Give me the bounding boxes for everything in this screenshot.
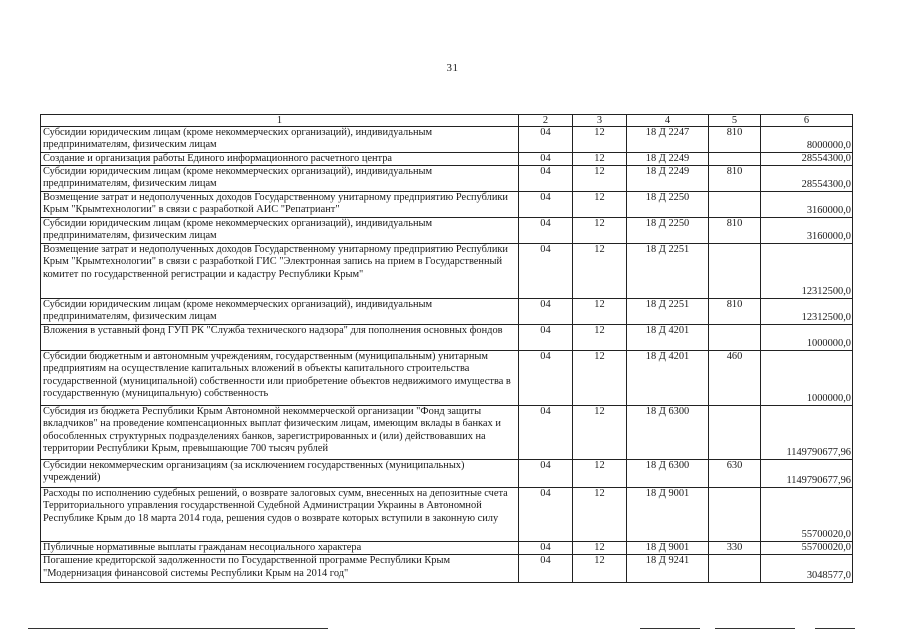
row-section: 04 xyxy=(519,153,573,166)
row-amount: 1000000,0 xyxy=(761,351,853,406)
row-expense-type xyxy=(709,244,761,299)
row-subsection: 12 xyxy=(573,218,627,244)
row-target-item: 18 Д 2251 xyxy=(627,244,709,299)
row-target-item: 18 Д 9001 xyxy=(627,542,709,555)
table-row xyxy=(41,218,853,244)
row-section: 04 xyxy=(519,460,573,488)
table-row xyxy=(41,406,853,460)
row-amount: 28554300,0 xyxy=(761,166,853,192)
row-amount: 3160000,0 xyxy=(761,192,853,218)
row-expense-type xyxy=(709,488,761,542)
column-header-2: 2 xyxy=(519,115,573,127)
table-row xyxy=(41,244,853,299)
row-section: 04 xyxy=(519,325,573,351)
row-description: Возмещение затрат и недополученных доходов Государственному унитарному предприятию Республики Крым "Крымтехнологии" в связи с разработкой ГИС "Электронная запись на прием в Государственный комитет по государственной регистрации и кадастру Республики Крым" xyxy=(41,244,519,299)
row-target-item: 18 Д 9241 xyxy=(627,555,709,583)
row-section: 04 xyxy=(519,244,573,299)
footer-rule xyxy=(715,628,795,629)
row-target-item: 18 Д 2247 xyxy=(627,127,709,153)
row-subsection: 12 xyxy=(573,325,627,351)
table-row xyxy=(41,153,853,166)
row-amount: 55700020,0 xyxy=(761,488,853,542)
row-description: Возмещение затрат и недополученных доходов Государственному унитарному предприятию Республики Крым "Крымтехнологии" в связи с разработкой АИС "Репатриант" xyxy=(41,192,519,218)
row-section: 04 xyxy=(519,166,573,192)
row-expense-type: 630 xyxy=(709,460,761,488)
row-expense-type xyxy=(709,192,761,218)
table-row xyxy=(41,488,853,542)
row-amount: 1149790677,96 xyxy=(761,460,853,488)
row-subsection: 12 xyxy=(573,244,627,299)
table-header-row xyxy=(41,115,853,127)
row-description: Субсидии бюджетным и автономным учреждениям, государственным (муниципальным) унитарным предприятиям на осуществление капитальных вложений в объекты капитального строительства государственной (муниципальной) собственности или приобретение объектов недвижимого имущества в государственную (муниципальную) собственность xyxy=(41,351,519,406)
row-target-item: 18 Д 4201 xyxy=(627,325,709,351)
row-description: Вложения в уставный фонд ГУП РК "Служба технического надзора" для пополнения основных фондов xyxy=(41,325,519,351)
column-header-6: 6 xyxy=(761,115,853,127)
row-expense-type xyxy=(709,555,761,583)
row-section: 04 xyxy=(519,406,573,460)
row-section: 04 xyxy=(519,351,573,406)
row-expense-type: 460 xyxy=(709,351,761,406)
row-target-item: 18 Д 6300 xyxy=(627,406,709,460)
row-section: 04 xyxy=(519,192,573,218)
row-target-item: 18 Д 2249 xyxy=(627,166,709,192)
row-subsection: 12 xyxy=(573,488,627,542)
row-section: 04 xyxy=(519,218,573,244)
row-target-item: 18 Д 4201 xyxy=(627,351,709,406)
row-expense-type: 810 xyxy=(709,127,761,153)
row-section: 04 xyxy=(519,127,573,153)
row-amount: 3160000,0 xyxy=(761,218,853,244)
table-body xyxy=(41,127,853,583)
row-expense-type: 810 xyxy=(709,218,761,244)
row-description: Субсидии юридическим лицам (кроме некоммерческих организаций), индивидуальным предпринимателям, физическим лицам xyxy=(41,166,519,192)
row-subsection: 12 xyxy=(573,555,627,583)
row-description: Субсидии юридическим лицам (кроме некоммерческих организаций), индивидуальным предпринимателям, физическим лицам xyxy=(41,299,519,325)
row-expense-type: 810 xyxy=(709,299,761,325)
row-description: Субсидии юридическим лицам (кроме некоммерческих организаций), индивидуальным предпринимателям, физическим лицам xyxy=(41,127,519,153)
row-section: 04 xyxy=(519,488,573,542)
row-subsection: 12 xyxy=(573,460,627,488)
row-section: 04 xyxy=(519,542,573,555)
table-row xyxy=(41,127,853,153)
row-subsection: 12 xyxy=(573,351,627,406)
footer-rule xyxy=(815,628,855,629)
row-description: Субсидии некоммерческим организациям (за исключением государственных (муниципальных) учреждений) xyxy=(41,460,519,488)
row-subsection: 12 xyxy=(573,299,627,325)
row-amount: 1149790677,96 xyxy=(761,406,853,460)
table-row xyxy=(41,166,853,192)
table-row xyxy=(41,542,853,555)
column-header-5: 5 xyxy=(709,115,761,127)
row-subsection: 12 xyxy=(573,406,627,460)
row-amount: 3048577,0 xyxy=(761,555,853,583)
row-expense-type xyxy=(709,325,761,351)
row-description: Создание и организация работы Единого информационного расчетного центра xyxy=(41,153,519,166)
table-row xyxy=(41,192,853,218)
row-amount: 8000000,0 xyxy=(761,127,853,153)
row-description: Субсидии юридическим лицам (кроме некоммерческих организаций), индивидуальным предпринимателям, физическим лицам xyxy=(41,218,519,244)
row-target-item: 18 Д 6300 xyxy=(627,460,709,488)
row-expense-type: 810 xyxy=(709,166,761,192)
table-row xyxy=(41,555,853,583)
table-row xyxy=(41,299,853,325)
row-description: Погашение кредиторской задолженности по Государственной программе Республики Крым "Модернизация финансовой системы Республики Крым на 2014 год" xyxy=(41,555,519,583)
row-amount: 1000000,0 xyxy=(761,325,853,351)
row-subsection: 12 xyxy=(573,127,627,153)
budget-table xyxy=(40,114,853,583)
row-expense-type xyxy=(709,153,761,166)
footer-rule xyxy=(640,628,700,629)
page-number: 31 xyxy=(446,62,459,74)
row-amount: 28554300,0 xyxy=(761,153,853,166)
row-subsection: 12 xyxy=(573,192,627,218)
row-amount: 12312500,0 xyxy=(761,299,853,325)
row-subsection: 12 xyxy=(573,542,627,555)
column-header-3: 3 xyxy=(573,115,627,127)
row-target-item: 18 Д 2251 xyxy=(627,299,709,325)
row-target-item: 18 Д 9001 xyxy=(627,488,709,542)
table-row xyxy=(41,351,853,406)
column-header-1: 1 xyxy=(41,115,519,127)
row-amount: 55700020,0 xyxy=(761,542,853,555)
table-row xyxy=(41,460,853,488)
row-subsection: 12 xyxy=(573,166,627,192)
row-subsection: 12 xyxy=(573,153,627,166)
row-section: 04 xyxy=(519,555,573,583)
row-target-item: 18 Д 2250 xyxy=(627,192,709,218)
row-description: Расходы по исполнению судебных решений, о возврате залоговых сумм, внесенных на депозитные счета Территориального управления государственной Судебной Администрации Украины в Автономной Республике Крым до 18 марта 2014 года, решения судов о возврате которых вступили в законную силу xyxy=(41,488,519,542)
row-description: Публичные нормативные выплаты гражданам несоциального характера xyxy=(41,542,519,555)
row-section: 04 xyxy=(519,299,573,325)
row-expense-type: 330 xyxy=(709,542,761,555)
table-row xyxy=(41,325,853,351)
row-expense-type xyxy=(709,406,761,460)
row-amount: 12312500,0 xyxy=(761,244,853,299)
row-target-item: 18 Д 2250 xyxy=(627,218,709,244)
column-header-4: 4 xyxy=(627,115,709,127)
footer-rule xyxy=(28,628,328,629)
row-description: Субсидия из бюджета Республики Крым Автономной некоммерческой организации "Фонд защиты вкладчиков" на проведение компенсационных выплат физическим лицам, имеющим вклады в банках и обособленных структурных подразделениях банков, зарегистрированных и (или) действовавших на территории Республики Крым, превышающие 700 тысяч рублей xyxy=(41,406,519,460)
row-target-item: 18 Д 2249 xyxy=(627,153,709,166)
